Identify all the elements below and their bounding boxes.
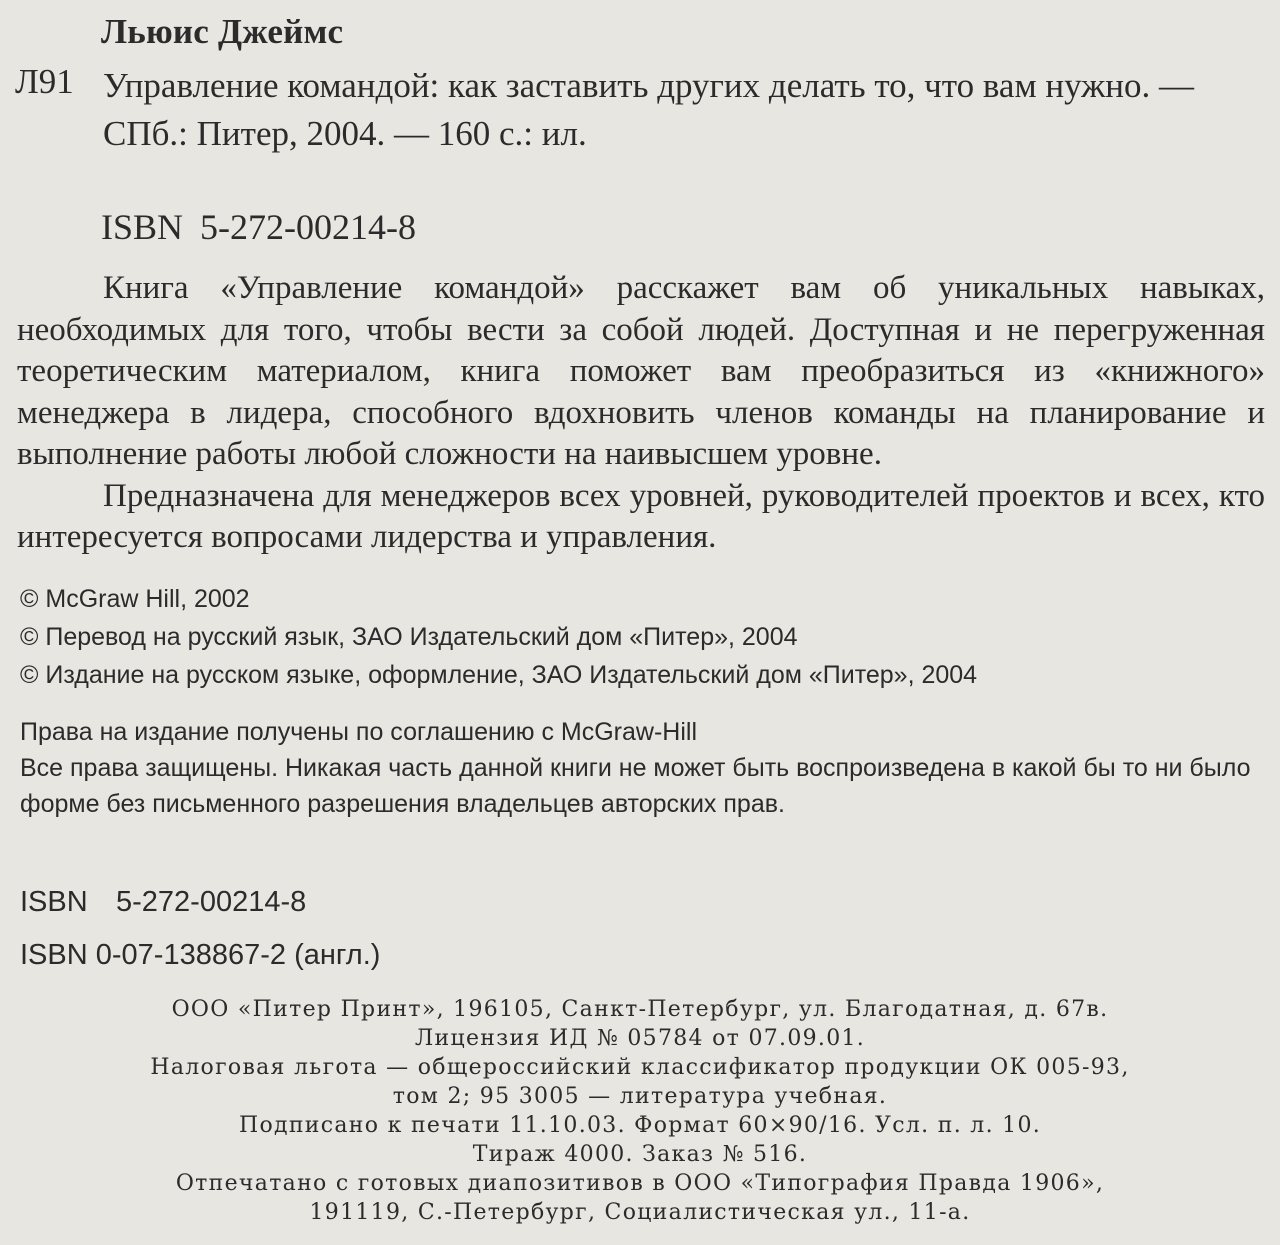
isbn-label: ISBN bbox=[20, 939, 88, 971]
imprint-line: Налоговая льгота — общероссийский классификатор продукции ОК 005-93, bbox=[150, 1055, 1130, 1080]
copyright-notices bbox=[20, 580, 1260, 694]
publication-line: СПб.: Питер, 2004. — 160 с.: ил. bbox=[103, 114, 587, 153]
annotation bbox=[17, 268, 1265, 559]
bibliographic-entry bbox=[103, 62, 1263, 158]
classification-code: Л91 bbox=[15, 62, 74, 101]
imprint-line: Тираж 4000. Заказ № 516. bbox=[472, 1142, 808, 1167]
imprint-line: Лицензия ИД № 05784 от 07.09.01. bbox=[414, 1026, 866, 1051]
copyright-line: © Издание на русском языке, оформление, ЗАО Издательский дом «Питер», 2004 bbox=[20, 661, 978, 689]
rights-line: Все права защищены. Никакая часть данной книги не может быть воспроизведена в какой бы то ни было форме без письменного разрешения владельцев авторских прав. bbox=[20, 754, 1251, 818]
isbn-entry bbox=[20, 876, 380, 929]
imprint-line: том 2; 95 3005 — литература учебная. bbox=[392, 1084, 888, 1109]
imprint-line: Подписано к печати 11.10.03. Формат 60×90/16. Усл. п. л. 10. bbox=[238, 1113, 1042, 1138]
imprint-line: 191119, С.-Петербург, Социалистическая ул., 11-а. bbox=[309, 1200, 971, 1225]
isbn-value: 0-07-138867-2 (англ.) bbox=[95, 939, 381, 971]
author-name: Льюис Джеймс bbox=[101, 12, 344, 51]
isbn-main: ISBN 5-272-00214-8 bbox=[101, 207, 416, 247]
imprint-details bbox=[140, 995, 1140, 1227]
isbn-label: ISBN bbox=[20, 886, 88, 918]
rights-line: Права на издание получены по соглашению с McGraw-Hill bbox=[20, 718, 698, 746]
isbn-entry bbox=[20, 929, 380, 982]
title-line: Управление командой: как заставить других делать то, что вам нужно. — bbox=[103, 66, 1195, 105]
copyright-line: © Перевод на русский язык, ЗАО Издательский дом «Питер», 2004 bbox=[20, 623, 798, 651]
annotation-paragraph: Предназначена для менеджеров всех уровней, руководителей проектов и всех, кто интересуется вопросами лидерства и управления. bbox=[17, 477, 1265, 555]
imprint-line: ООО «Питер Принт», 196105, Санкт-Петербург, ул. Благодатная, д. 67в. bbox=[171, 997, 1109, 1022]
rights-notice bbox=[20, 714, 1270, 822]
annotation-paragraph: Книга «Управление командой» расскажет вам об уникальных навыках, необходимых для того, чтобы вести за собой людей. Доступная и не перегруженная теоретическим материалом, книга поможет вам преобразиться из «книжного» менеджера в лидера, способного вдохновить членов команды на планирование и выполнение работы любой сложности на наивысшем уровне. bbox=[17, 270, 1265, 472]
isbn-value: 5-272-00214-8 bbox=[116, 886, 307, 918]
copyright-line: © McGraw Hill, 2002 bbox=[20, 585, 250, 613]
isbn-list bbox=[20, 876, 380, 982]
imprint-line: Отпечатано с готовых диапозитивов в ООО «Типография Правда 1906», bbox=[175, 1171, 1105, 1196]
